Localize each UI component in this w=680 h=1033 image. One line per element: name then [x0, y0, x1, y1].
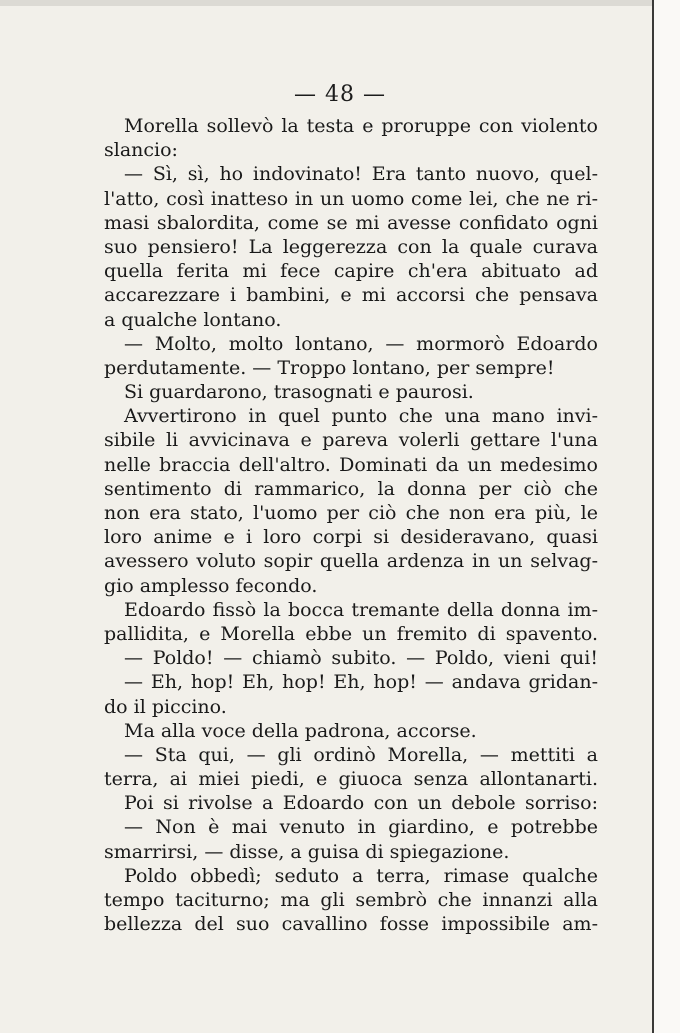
text-line: sibile li avvicinava e pareva volerli gettare l'una — [104, 429, 598, 452]
page-right-margin — [652, 0, 680, 1033]
text-line: sentimento di rammarico, la donna per ciò che — [104, 477, 598, 500]
text-line: Poi si rivolse a Edoardo con un debole sorriso: — [124, 792, 598, 815]
text-line: avessero voluto sopir quella ardenza in un selvag- — [104, 550, 598, 573]
text-line: — Poldo! — chiamò subito. — Poldo, vieni qui! — [124, 647, 598, 670]
text-line: bellezza del suo cavallino fosse impossibile am- — [104, 913, 598, 936]
text-line: tempo taciturno; ma gli sembrò che innanzi alla — [104, 889, 598, 911]
text-line: a qualche lontano. — [104, 308, 282, 331]
text-line: masi sbalordita, come se mi avesse confidato ogni — [104, 211, 598, 234]
text-line: slancio: — [104, 139, 178, 162]
text-line: Avvertirono in quel punto che una mano invi- — [124, 405, 598, 428]
body-text — [104, 114, 598, 936]
text-line: — Sta qui, — gli ordinò Morella, — mettiti a — [124, 743, 598, 766]
text-line: non era stato, l'uomo per ciò che non era più, le — [104, 502, 598, 524]
text-line: — Sì, sì, ho indovinato! Era tanto nuovo, quel- — [124, 163, 598, 186]
text-line: gio amplesso fecondo. — [104, 574, 318, 597]
text-line: perdutamente. — Troppo lontano, per sempre! — [104, 356, 555, 379]
text-line: smarrirsi, — disse, a guisa di spiegazione. — [104, 840, 510, 863]
text-line: Si guardarono, trasognati e paurosi. — [124, 381, 474, 404]
text-line: suo pensiero! La leggerezza con la quale curava — [104, 235, 598, 258]
text-line: — Molto, molto lontano, — mormorò Edoardo — [124, 332, 598, 355]
text-line: quella ferita mi fece capire ch'era abituato ad — [104, 260, 598, 283]
text-line: Poldo obbedì; seduto a terra, rimase qualche — [124, 864, 598, 887]
text-line: Ma alla voce della padrona, accorse. — [124, 719, 477, 742]
text-line: terra, ai miei piedi, e giuoca senza allontanarti. — [104, 768, 598, 791]
text-line: pallidita, e Morella ebbe un fremito di spavento. — [104, 622, 598, 645]
page-top-edge — [0, 0, 660, 6]
text-line: do il piccino. — [104, 695, 227, 718]
text-line: Edoardo fissò la bocca tremante della donna im- — [124, 598, 598, 621]
text-line: l'atto, così inatteso in un uomo come lei, che ne ri- — [104, 187, 598, 210]
text-line: — Eh, hop! Eh, hop! Eh, hop! — andava gridan- — [124, 671, 598, 694]
text-line: accarezzare i bambini, e mi accorsi che pensava — [104, 284, 598, 307]
text-line: Morella sollevò la testa e proruppe con violento — [124, 115, 598, 137]
text-line: loro anime e i loro corpi si desideravano, quasi — [104, 526, 598, 549]
text-line: — Non è mai venuto in giardino, e potrebbe — [124, 816, 598, 839]
page-number: — 48 — — [294, 82, 386, 107]
text-line: nelle braccia dell'altro. Dominati da un medesimo — [104, 453, 598, 476]
